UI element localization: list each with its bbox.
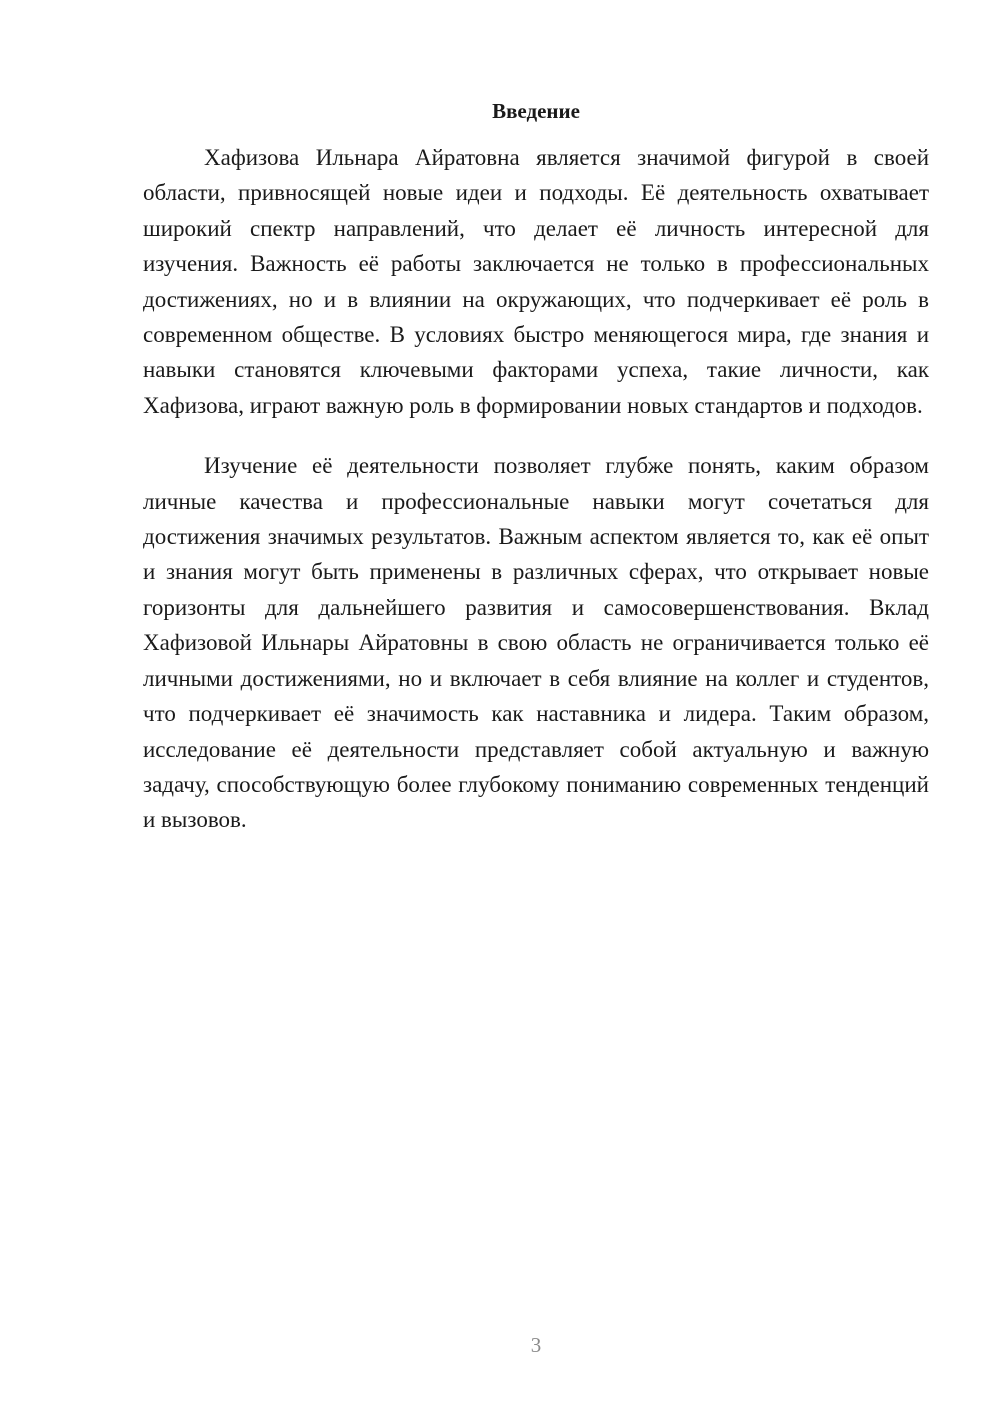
page-number: 3 xyxy=(530,1333,542,1357)
paragraph-1: Хафизова Ильнара Айратовна является значимой фигурой в своей области, привносящей новые идеи и подходы. Её деятельность охватывает широкий спектр направлений, что делает её личность интересной для изучения. Важность её работы заключается не только в профессиональных достижениях, но и в влиянии на окружающих, что подчеркивает её роль в современном обществе. В условиях быстро меняющегося мира, где знания и навыки становятся ключевыми факторами успеха, такие личности, как Хафизова, играют важную роль в формировании новых стандартов и подходов. xyxy=(143,145,929,418)
paragraph-2: Изучение её деятельности позволяет глубже понять, каким образом личные качества и профессиональные навыки могут сочетаться для достижения значимых результатов. Важным аспектом является то, как её опыт и знания могут быть применены в различных сферах, что открывает новые горизонты для дальнейшего развития и самосовершенствования. Вклад Хафизовой Ильнары Айратовны в свою область не ограничивается только её личными достижениями, но и включает в себя влияние на коллег и студентов, что подчеркивает её значимость как наставника и лидера. Таким образом, исследование её деятельности представляет собой актуальную и важную задачу, способствующую более глубокому пониманию современных тенденций и вызовов. xyxy=(143,453,929,833)
page-content xyxy=(143,96,929,863)
section-heading: Введение xyxy=(492,99,580,123)
